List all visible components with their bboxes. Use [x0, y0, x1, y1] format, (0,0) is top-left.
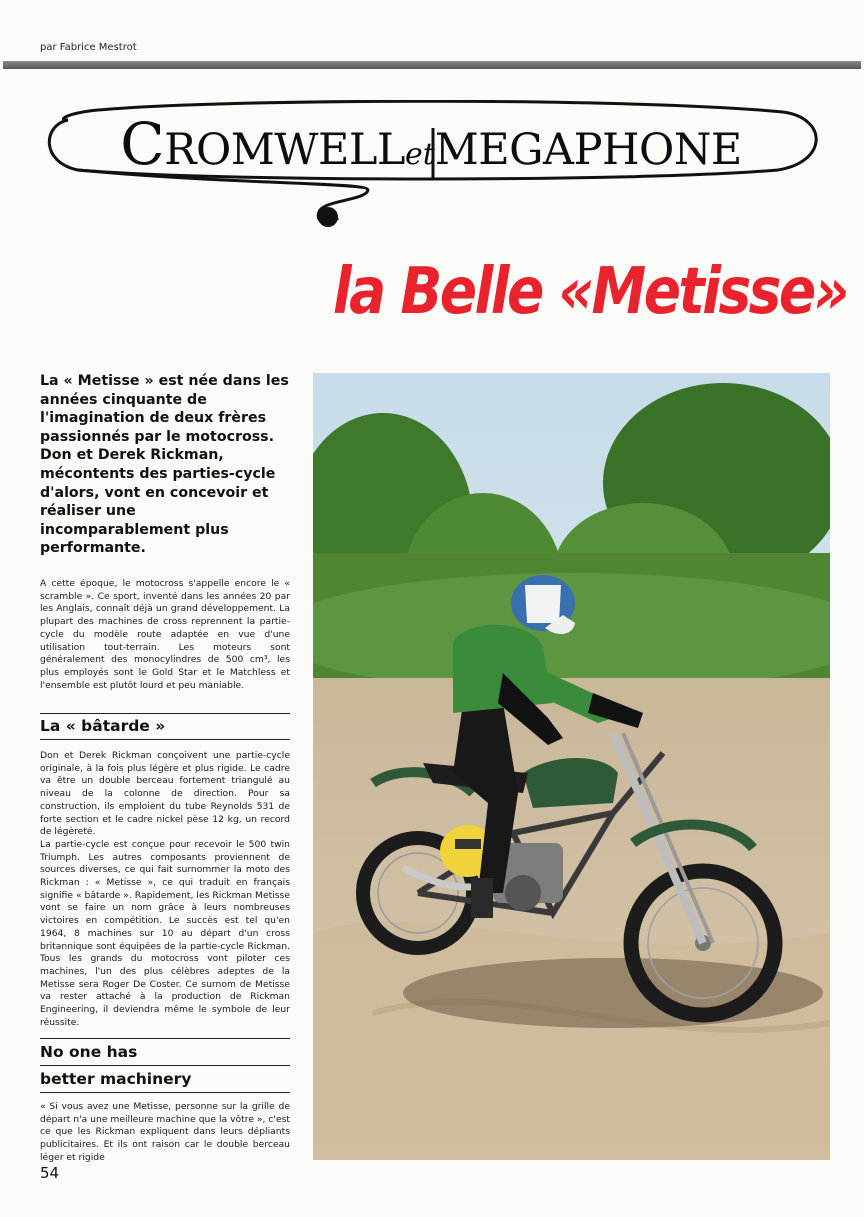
section-heading-no-one — [40, 1038, 290, 1093]
rider-on-metisse-image — [313, 373, 830, 1160]
logo-megaphone: MEGAPHONE — [434, 125, 742, 175]
byline: par Fabrice Mestrot — [40, 42, 137, 53]
logo-wordmark — [38, 110, 824, 178]
paragraph-1: A cette époque, le motocross s'appelle encore le « scramble ». Ce sport, inventé dans les années 20 par les Anglais, connaît déjà un grand développement. La plupart des machines de cross reprennent la partie-cycle du modèle route adaptée en vue d'une utilisation tout-terrain. Les moteurs sont généralement des monocylindres de 500 cm³, les plus employés sont le Gold Star et le Matchless et l'ensemble est plutôt lourd et peu maniable. — [40, 578, 290, 691]
motorcycle-photo — [313, 373, 830, 1160]
paragraph-3: « Si vous avez une Metisse, personne sur la grille de départ n'a une meilleure machine que la vôtre », c'est ce que les Rickman expliquent dans leurs dépliants publicitaires. Et ils ont raison car le double berceau léger et rigide — [40, 1101, 290, 1163]
section-heading-line-2: better machinery — [40, 1065, 290, 1090]
logo-letter-c: C — [120, 110, 165, 178]
section-heading-batarde: La « bâtarde » — [40, 713, 290, 740]
intro-paragraph: La « Metisse » est née dans les années cinquante de l'imagination de deux frères passionnés par le motocross. Don et Derek Rickman, mécontents des parties-cycle d'alors, vont en concevoir et réaliser une incomparablement plus performante. — [40, 373, 289, 557]
paragraph-2a: Don et Derek Rickman conçoivent une partie-cycle originale, à la fois plus légère et plus rigide. Le cadre va être un double berceau fortement triangulé au niveau de la colonne de direction. Pour sa construction, ils emploient du tube Reynolds 531 de forte section et le cadre nickel pèse 12 kg, un record de légèreté. — [40, 750, 290, 838]
headline: la Belle «Metisse» — [332, 255, 847, 329]
logo-cromwell: ROMWELL — [164, 125, 405, 175]
logo-et: et — [404, 137, 435, 172]
page-number: 54 — [40, 1164, 60, 1182]
top-rule — [3, 61, 861, 69]
paragraph-2 — [40, 750, 290, 1029]
cromwell-megaphone-logo — [38, 100, 824, 235]
section-heading-line-1: No one has — [40, 1043, 138, 1061]
paragraph-2b: La partie-cycle est conçue pour recevoir le 500 twin Triumph. Les autres composants proviennent de sources diverses, ce qui fait surnommer la moto des Rickman : « Metisse », ce qui traduit en français signifie « bâtarde ». Rapidement, les Rickman Metisse vont se faire un nom grâce à leurs nombreuses victoires en compétition. Le succès est tel qu'en 1964, 8 machines sur 10 au départ d'un cross britannique sont équipées de la partie-cycle Rickman. Tous les grands du motocross vont piloter ces machines, l'un des plus célèbres adeptes de la Metisse sera Roger De Coster. Ce surnom de Metisse va rester attaché à la production de Rickman Engineering, il deviendra même le symbole de leur réussite. — [40, 838, 290, 1028]
